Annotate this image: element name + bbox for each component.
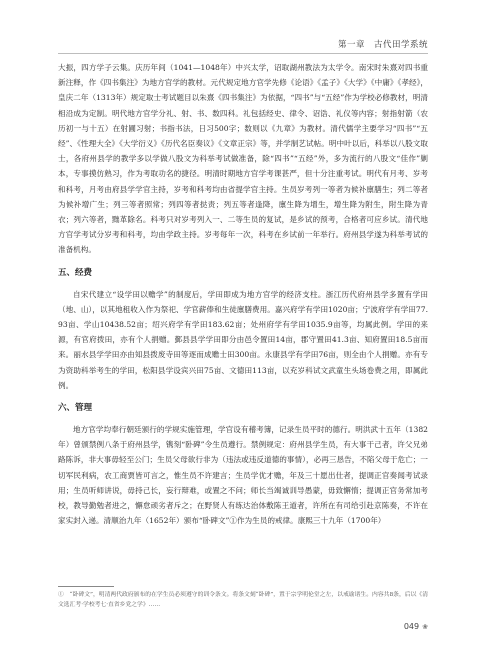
header-rule [58, 53, 428, 54]
section-heading-management: 六、管理 [58, 403, 93, 414]
running-header [0, 30, 480, 54]
paragraph-management: 地方官学均奉行朝廷颁行的学规实施管理，学官设有稽考簿，记录生员平时的德行。明洪武十五年（1382年）曾颁禁例八条于府州县学，镌刻“卧碑”令生员遵行。禁例规定：府州县学生员，有大事干己者，许父兄弟路陈诉，非大事毋轻至公门；生员父母欲行非为（违法或违反道德的事情），必再三恳告，不陷父母于危亡；一切军民利病，农工商贾皆可言之，惟生员不许建言；生员学优才赡，年及三十愿出仕者，提调正官奏闻考试录用；生员听师讲说，毋持己长，妄行辩难，或置之不问；师长当竭诚训导愚蒙，毋致懈惰；提调正官务常加考校，教导勤勉者进之，懈怠顽劣者斥之；在野贤人有练达治体敷陈王道者，许所在有司给引赴京陈奏，不许在家实封入递。清顺治九年（1652年）颁布“卧碑文”①作为生员的戒律。康熙三十九年（1700年） [58, 425, 428, 526]
main-text [58, 60, 428, 528]
page-number-value: 049 [403, 622, 420, 631]
section-heading-funding: 五、经费 [58, 267, 93, 278]
footnote-area [58, 586, 428, 610]
chapter-title: 第一章 古代田学系统 [337, 40, 428, 50]
paragraph-funding: 自宋代建立“设学田以赡学”的制度后，学田即成为地方官学的经济支柱。浙江历代府州县学多置有学田（地、山），以其地租收入作为祭祀、学官薪俸和生徒廪膳费用。嘉兴府学有学田1020亩；宁波府学有学田77.93亩、学山10438.52亩；绍兴府学有学田183.62亩；处州府学有学田1035.9亩等，均属此例。学田的来源，有官府拨田，亦有个人捐赠。鄞县县学学田即分由邑令置田14亩，郡守置田41.3亩、知府置田18.5亩而来。丽水县学学田亦由知县拨废寺田等逐而成赡士田300亩。永康县学有学田76亩，则全由个人捐赠。亦有专为资助科举考生的学田，松阳县学设宾兴田75亩、文德田113亩，以充岁科试文武童生头场卷费之用，即属此例。 [58, 289, 428, 390]
page-number [404, 622, 428, 631]
footnote-text: ① “卧碑文”，明清两代政府颁布的在学生员必须遵守的训令条文。将条文刻“卧碑”，置于宗学明伦堂之左，以戒谕诸生。内容共8条，后以《清文选汇考·学校考七·直省乡党之学》…… [58, 592, 428, 608]
page-ornament-icon: ❀ [422, 623, 428, 631]
paragraph-intro: 大振，四方学子云集。庆历年间（1041—1048年）中兴太学，诏取湖州教法为太学令。南宋时朱熹对四书重新注释，作《四书集注》为地方官学的教材。元代规定地方官学先修《论语》《孟子》《大学》《中庸》《孝经》，皇庆二年（1313年）规定取士考试题目以朱熹《四书集注》为依据，“四书”与“五经”作为学校必修教材，明清相沿成为定制。明代地方官学分礼、射、书、数四科。礼包括经史、律令、诏诰、礼仪等内容；射指射箭（农历初一与十五）在射圃习射；书指书法，日习500字；数则以《九章》为教材。清代儒学主要学习“四书”“五经”、《性理大全》《大学衍义》《历代名臣奏议》《文章正宗》等，并学制艺试帖。明中叶以后，科举以八股文取士，各府州县学的教学多以学做八股文为科举考试做准备，除“四书”“五经”外，多为流行的八股文“佳作”剿本，专事摸仿熟习，作为考取功名的捷径。明清时期地方官学考课甚严，但十分注重考试。明代有月考、岁考和科考，月考由府县学学官主持，岁考和科考均由省提学官主持。生员岁考列一等者为候补廪膳生；列二等者为候补增广生；列三等者照常；列四等者挞责；列五等者逢降，廪生降为增生，增生降为附生，附生降为青衣；列六等者，黜革除名。科考只对岁考列入一、二等生员的复试，是乡试的预考，合格者可应乡试。清代地方官学考试分岁考和科考，均由学政主持。岁考每年一次，科考在乡试前一年举行。府州县学遂为科举考试的准备机构。 [58, 63, 428, 255]
footnote-rule [58, 586, 114, 587]
